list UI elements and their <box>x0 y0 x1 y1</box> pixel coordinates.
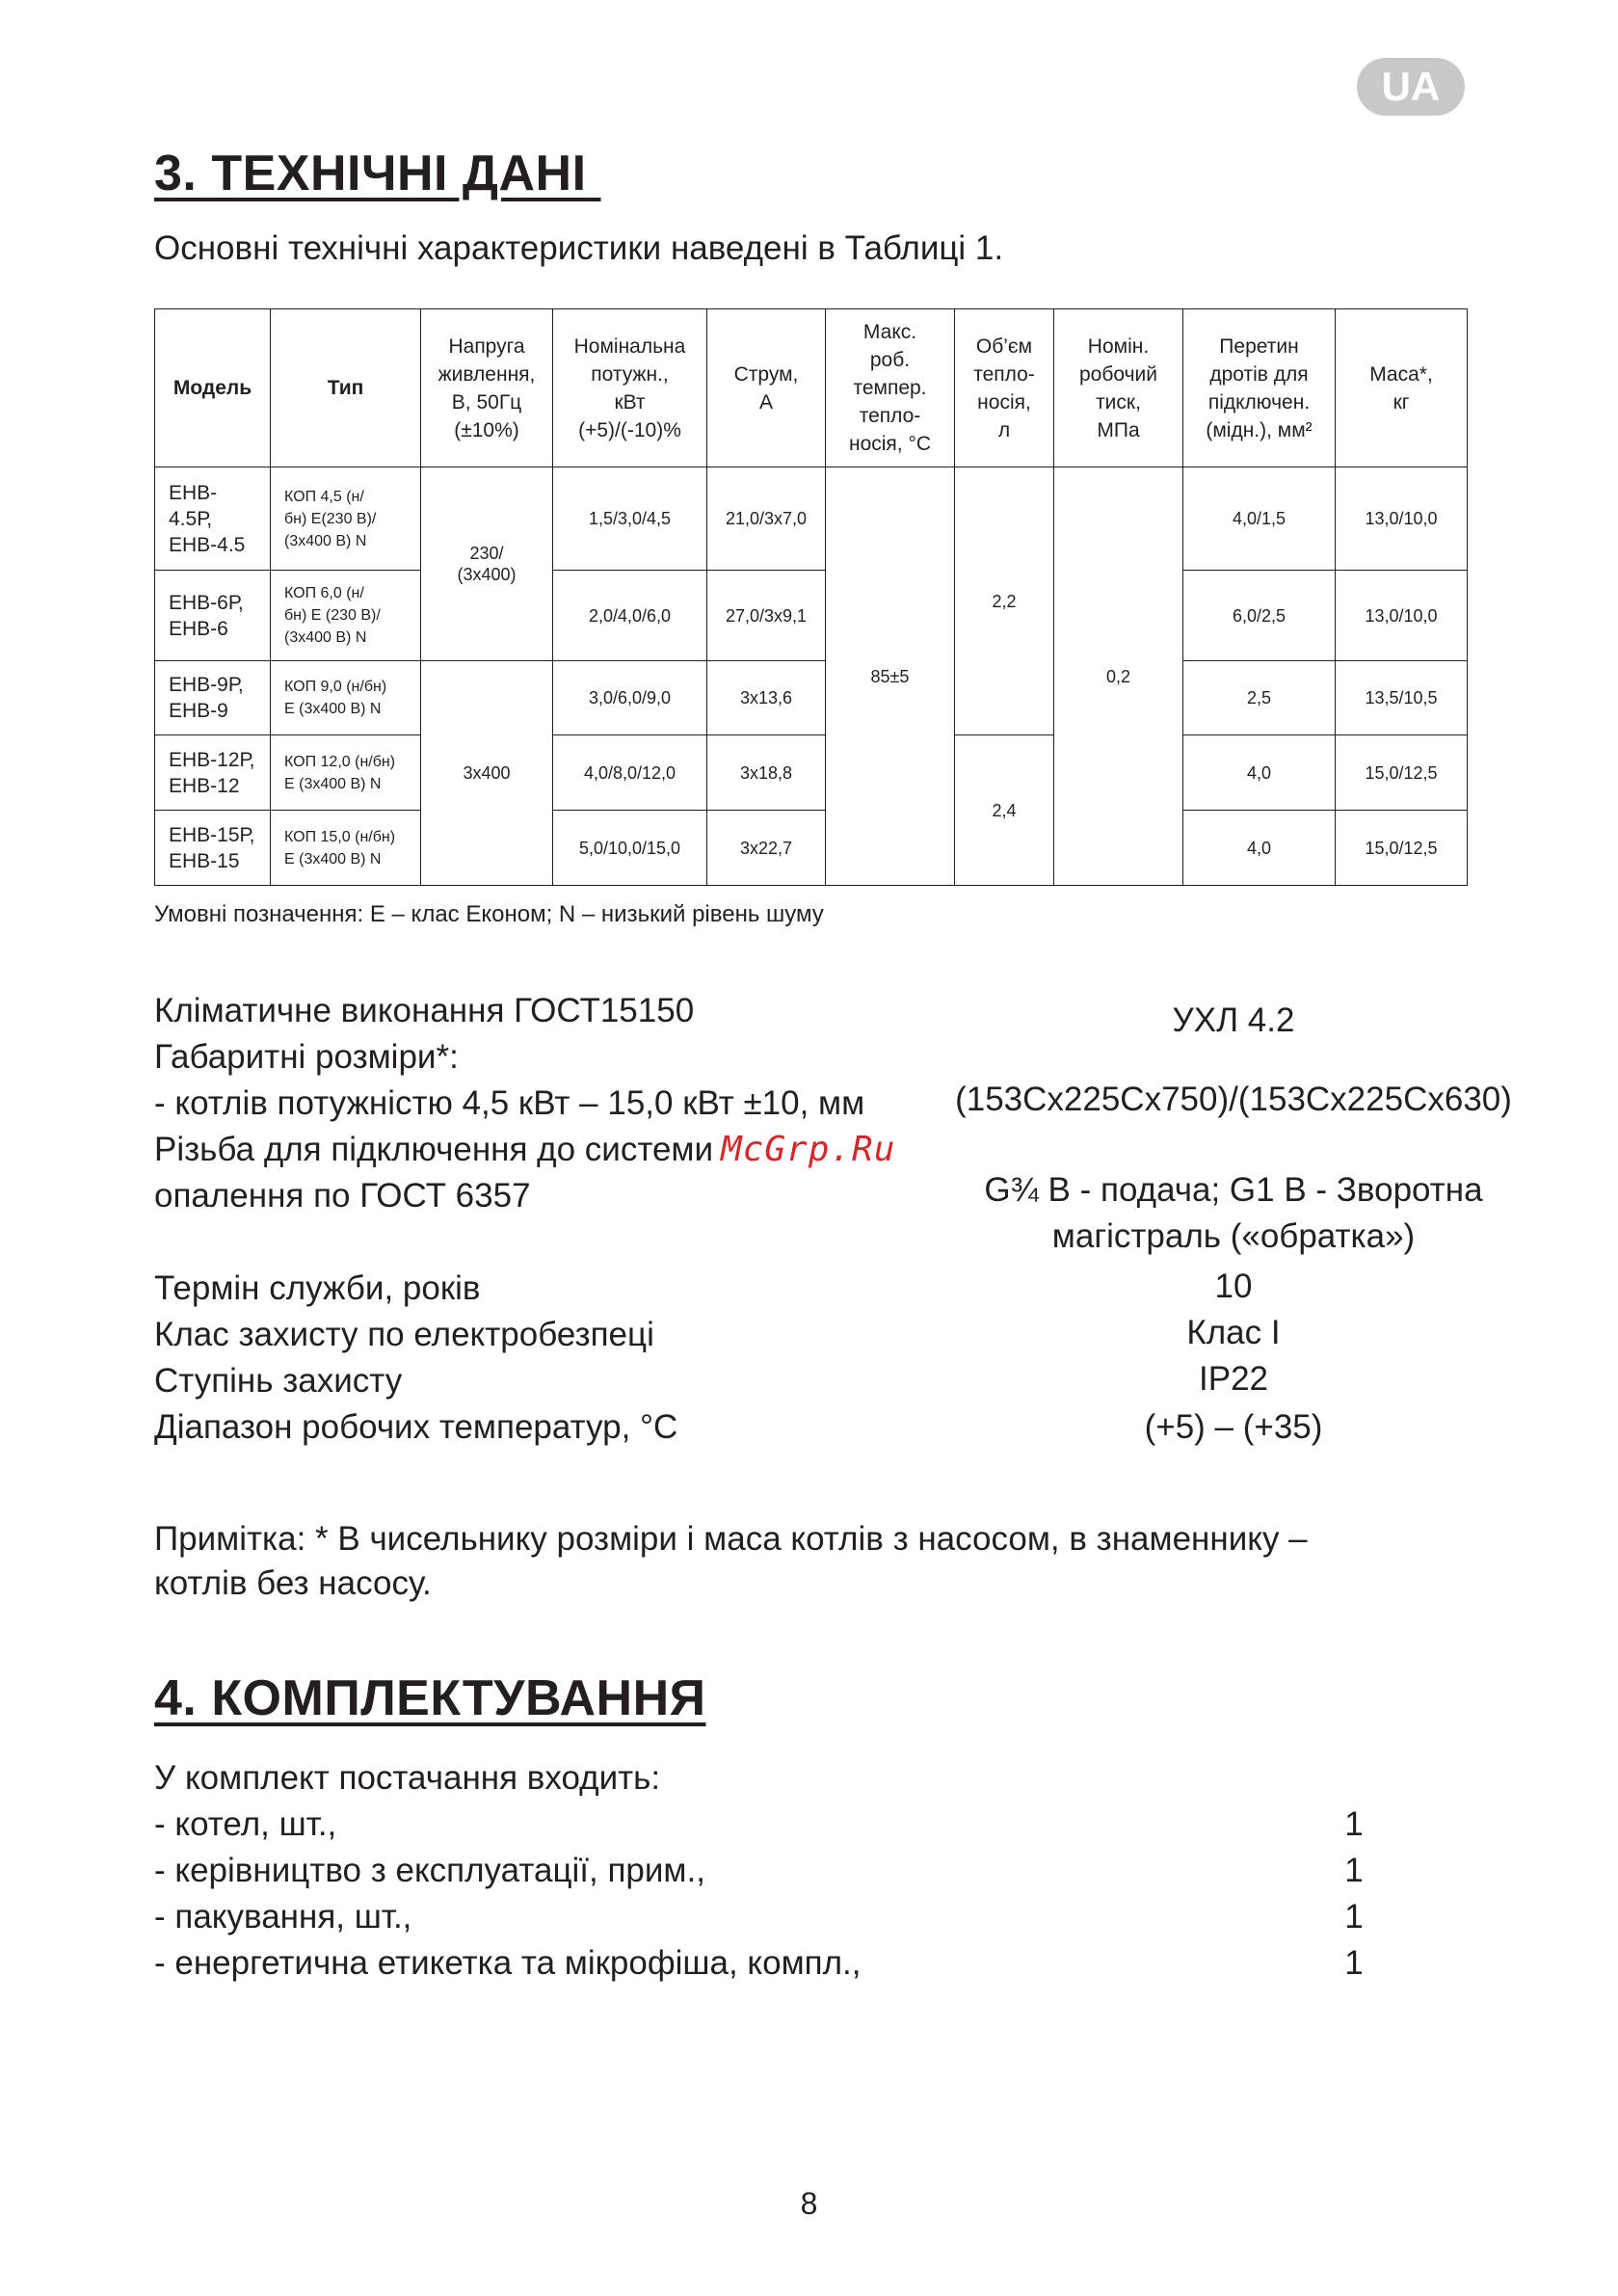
header-wire: Перетин дротів для підключен. (мідн.), мм² <box>1183 309 1336 467</box>
cell-mass: 15,0/12,5 <box>1336 811 1468 886</box>
section-4-intro: У комплект постачання входить: <box>154 1759 661 1797</box>
cell-power: 5,0/10,0/15,0 <box>553 811 707 886</box>
cell-volume-large: 2,4 <box>955 735 1054 886</box>
header-volume: Об’єм тепло- носія, л <box>955 309 1054 467</box>
cell-volume-small: 2,2 <box>955 467 1054 735</box>
cell-power: 1,5/3,0/4,5 <box>553 467 707 571</box>
cell-current: 27,0/3х9,1 <box>707 571 826 661</box>
table-row <box>155 571 1468 661</box>
cell-max-temp: 85±5 <box>826 467 955 886</box>
table-row <box>155 735 1468 811</box>
footnote-line-2: котлів без насосу. <box>154 1564 432 1602</box>
technical-data-table <box>154 308 1468 886</box>
safety-class-value: Клас I <box>1186 1314 1281 1351</box>
dimensions-value: (153Сх225Сх750)/(153Сх225Сх630) <box>955 1081 1512 1118</box>
package-item-label: - енергетична етикетка та мікрофіша, компл., <box>154 1944 862 1982</box>
header-voltage: Напруга живлення, В, 50Гц (±10%) <box>421 309 553 467</box>
temperature-range-value: (+5) – (+35) <box>1144 1408 1323 1446</box>
dimensions-label: Габаритні розміри*: <box>154 1038 459 1076</box>
protection-degree-value: IP22 <box>1199 1360 1268 1398</box>
header-current: Струм, А <box>707 309 826 467</box>
thread-label-line-2: опалення по ГОСТ 6357 <box>154 1177 531 1215</box>
thread-label-line-1: Різьба для підключення до системи <box>154 1131 714 1168</box>
cell-type: КОП 12,0 (н/бн) Е (3х400 В) N <box>271 735 421 811</box>
package-item-label: - пакування, шт., <box>154 1898 412 1936</box>
cell-mass: 13,0/10,0 <box>1336 571 1468 661</box>
page-number: 8 <box>800 2186 818 2221</box>
service-life-label: Термін служби, років <box>154 1269 481 1307</box>
cell-mass: 15,0/12,5 <box>1336 735 1468 811</box>
cell-current: 3х18,8 <box>707 735 826 811</box>
cell-wire: 2,5 <box>1183 661 1336 735</box>
climate-value: УХЛ 4.2 <box>1172 1001 1295 1039</box>
header-model: Модель <box>155 309 271 467</box>
cell-mass: 13,0/10,0 <box>1336 467 1468 571</box>
cell-power: 2,0/4,0/6,0 <box>553 571 707 661</box>
protection-degree-label: Ступінь захисту <box>154 1362 403 1400</box>
table-header-row <box>155 309 1468 467</box>
header-type: Тип <box>271 309 421 467</box>
temperature-range-label: Діапазон робочих температур, °С <box>154 1408 678 1446</box>
cell-model: ЕНВ-6Р, ЕНВ-6 <box>155 571 271 661</box>
cell-type: КОП 6,0 (н/ бн) Е (230 В)/ (3х400 В) N <box>271 571 421 661</box>
package-item-qty: 1 <box>1344 1852 1364 1889</box>
package-item-qty: 1 <box>1344 1898 1364 1936</box>
cell-wire: 6,0/2,5 <box>1183 571 1336 661</box>
cell-type: КОП 4,5 (н/ бн) Е(230 В)/ (3х400 В) N <box>271 467 421 571</box>
thread-value-line-1: G¾ В - подача; G1 В - Зворотна <box>984 1171 1483 1209</box>
cell-model: ЕНВ-12Р, ЕНВ-12 <box>155 735 271 811</box>
table-row <box>155 811 1468 886</box>
cell-power: 3,0/6,0/9,0 <box>553 661 707 735</box>
section-4-title: 4. КОМПЛЕКТУВАННЯ <box>154 1670 706 1726</box>
package-item-qty: 1 <box>1344 1944 1364 1982</box>
cell-power: 4,0/8,0/12,0 <box>553 735 707 811</box>
dimensions-sub-label: - котлів потужністю 4,5 кВт – 15,0 кВт ±10, мм <box>154 1084 865 1122</box>
section-3-intro: Основні технічні характеристики наведені в Таблиці 1. <box>154 229 1004 267</box>
thread-value-line-2: магістраль («обратка») <box>1051 1217 1416 1255</box>
header-max-temp: Макс. роб. темпер. тепло- носія, °С <box>826 309 955 467</box>
cell-wire: 4,0 <box>1183 735 1336 811</box>
header-mass: Маса*, кг <box>1336 309 1468 467</box>
watermark: McGrp.Ru <box>721 1130 896 1169</box>
section-3-title: 3. ТЕХНІЧНІ ДАНІ <box>154 146 601 201</box>
cell-voltage-three-phase: 3х400 <box>421 661 553 886</box>
header-pressure: Номін. робочий тиск, МПа <box>1054 309 1183 467</box>
table-legend: Умовні позначення: Е – клас Економ; N – низький рівень шуму <box>154 901 824 927</box>
header-power: Номінальна потужн., кВт (+5)/(-10)% <box>553 309 707 467</box>
table-row <box>155 661 1468 735</box>
cell-model: ЕНВ-15Р, ЕНВ-15 <box>155 811 271 886</box>
climate-label: Кліматичне виконання ГОСТ15150 <box>154 992 695 1029</box>
cell-model: ЕНВ-9Р, ЕНВ-9 <box>155 661 271 735</box>
footnote-line-1: Примітка: * В чисельнику розміри і маса котлів з насосом, в знаменнику – <box>154 1520 1308 1558</box>
cell-wire: 4,0/1,5 <box>1183 467 1336 571</box>
package-item-label: - котел, шт., <box>154 1805 337 1843</box>
language-badge: UA <box>1357 58 1465 116</box>
cell-model: ЕНВ- 4.5Р, ЕНВ-4.5 <box>155 467 271 571</box>
cell-voltage-single-phase: 230/ (3х400) <box>421 467 553 661</box>
cell-current: 21,0/3х7,0 <box>707 467 826 571</box>
cell-current: 3х13,6 <box>707 661 826 735</box>
service-life-value: 10 <box>1214 1268 1253 1305</box>
cell-mass: 13,5/10,5 <box>1336 661 1468 735</box>
cell-current: 3х22,7 <box>707 811 826 886</box>
cell-wire: 4,0 <box>1183 811 1336 886</box>
cell-type: КОП 9,0 (н/бн) Е (3х400 В) N <box>271 661 421 735</box>
package-item-label: - керівництво з експлуатації, прим., <box>154 1852 705 1889</box>
cell-pressure: 0,2 <box>1054 467 1183 886</box>
package-item-qty: 1 <box>1344 1805 1364 1843</box>
cell-type: КОП 15,0 (н/бн) Е (3х400 В) N <box>271 811 421 886</box>
table-row <box>155 467 1468 571</box>
safety-class-label: Клас захисту по електробезпеці <box>154 1316 654 1353</box>
